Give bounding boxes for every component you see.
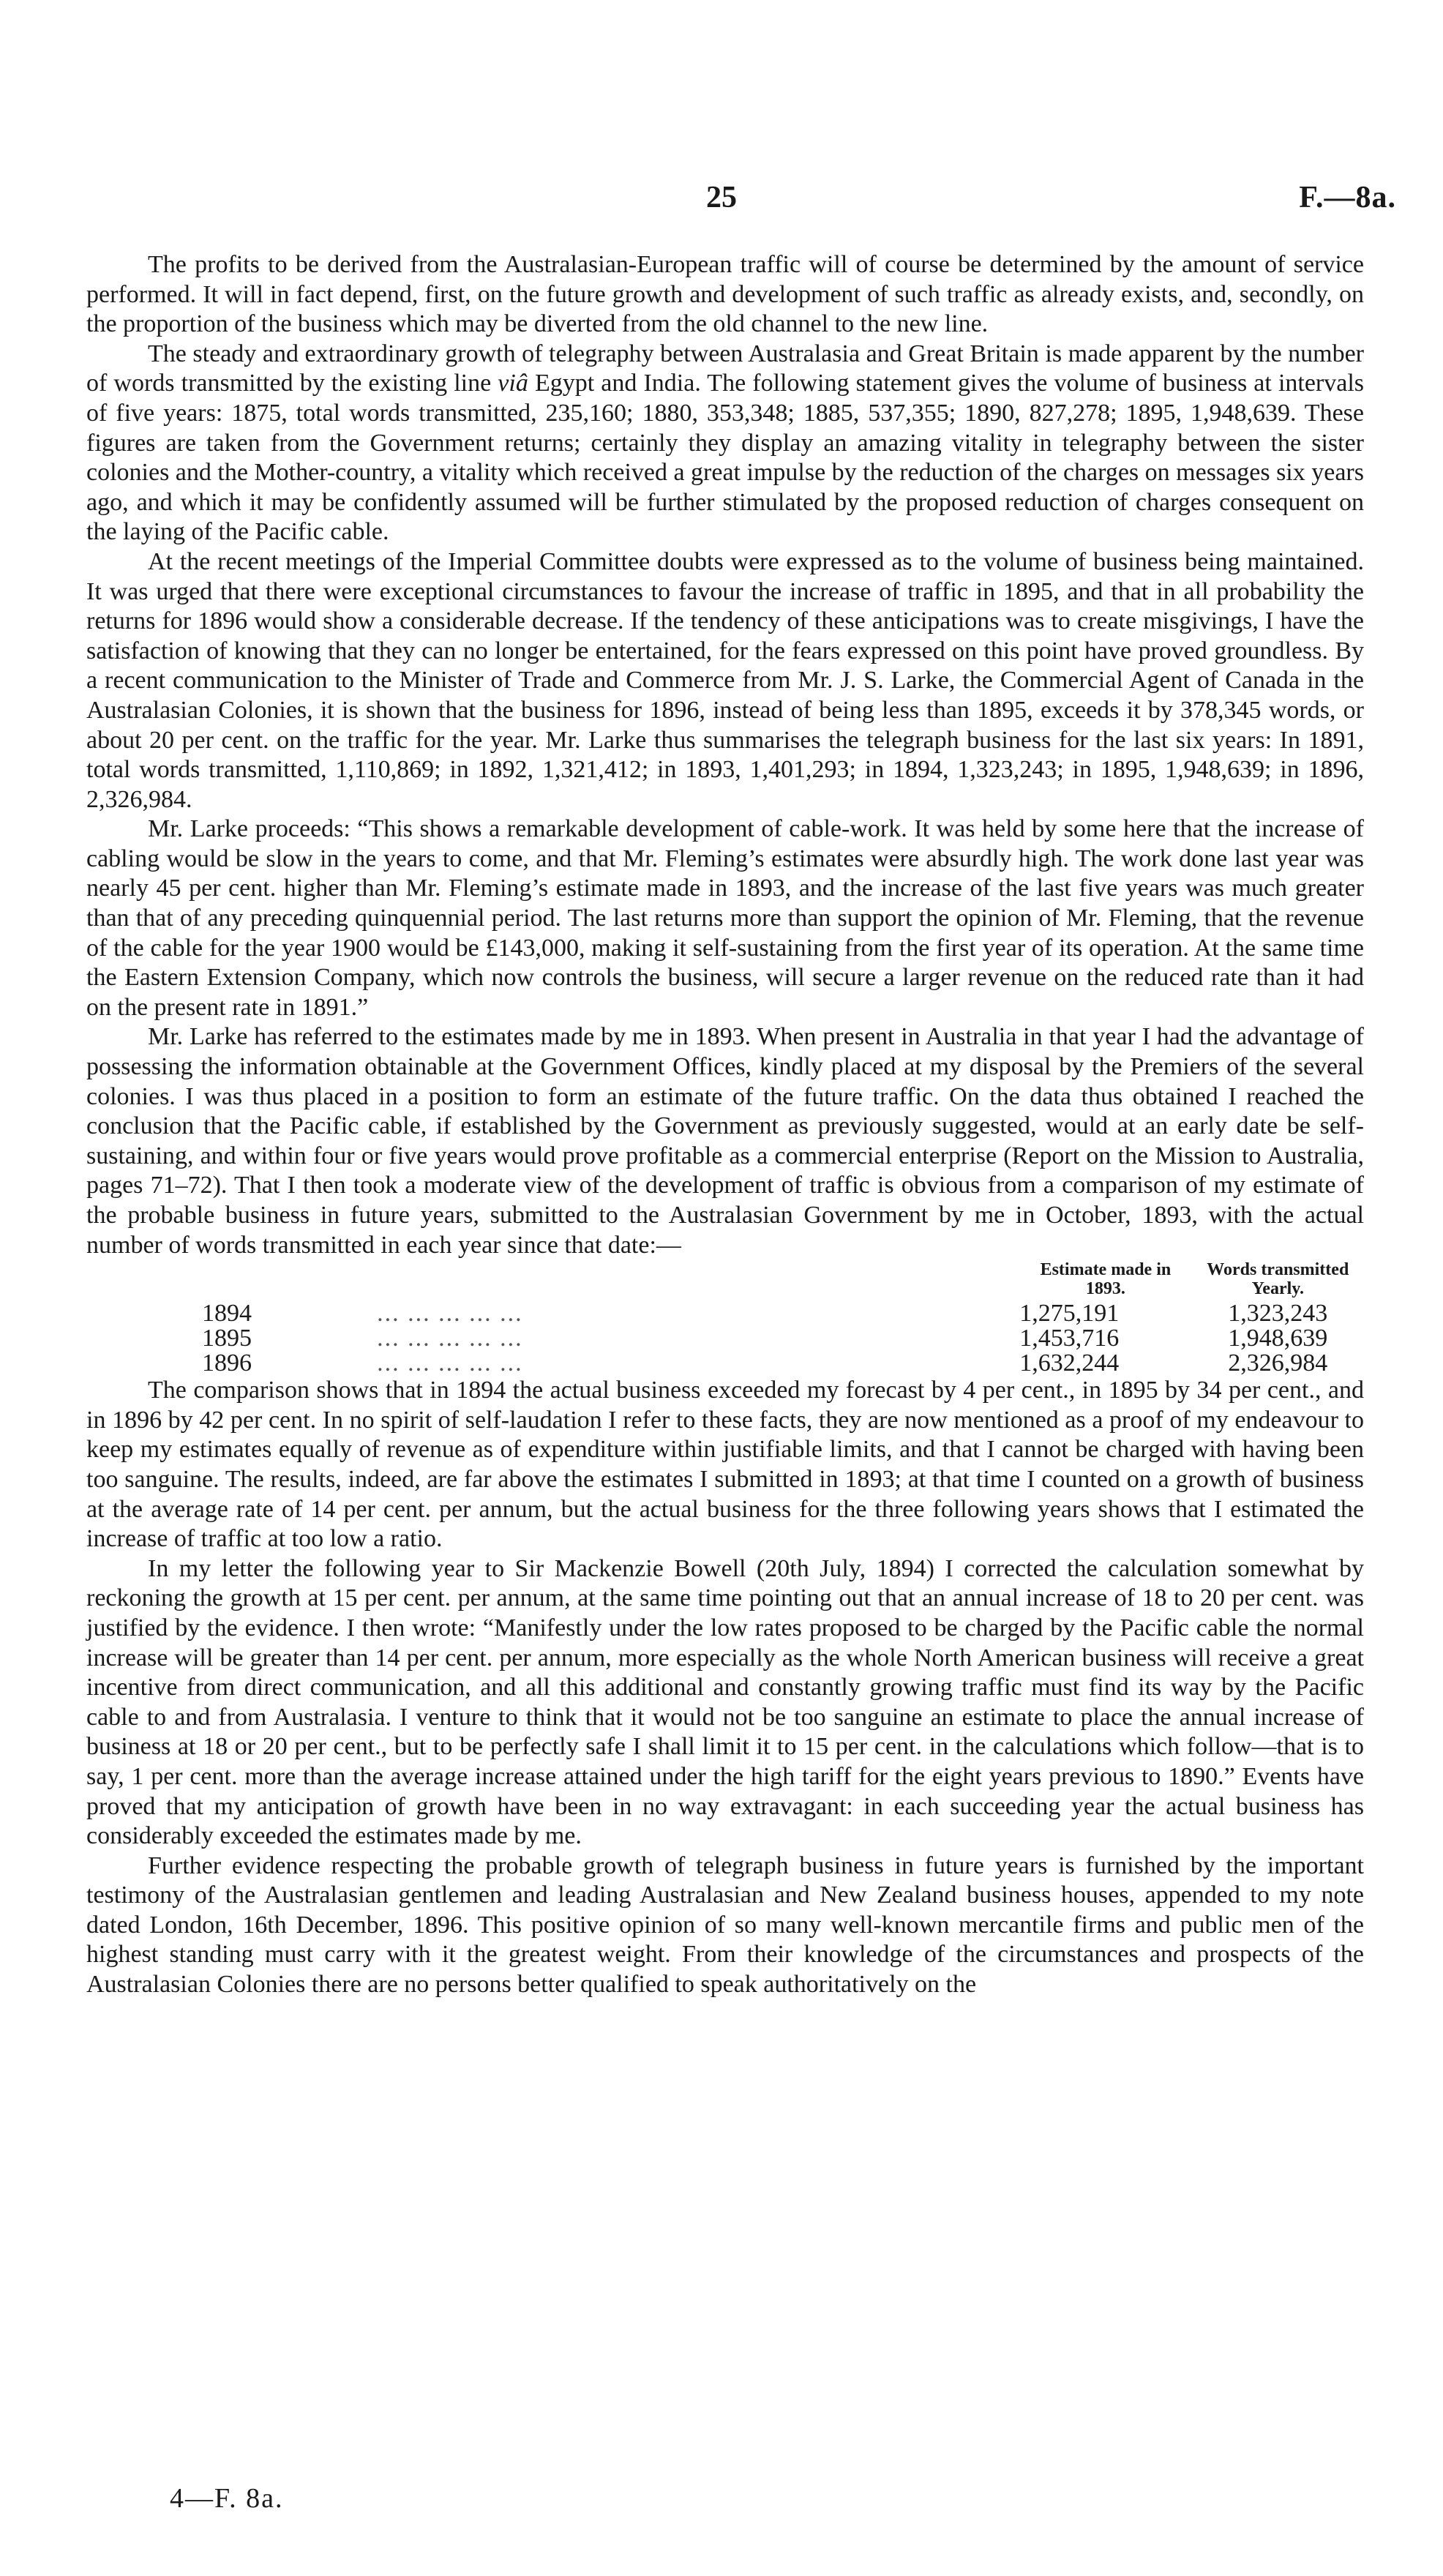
row-words: 1,948,639: [1228, 1325, 1328, 1352]
table-row: [86, 1351, 1364, 1376]
row-estimate: 1,275,191: [1019, 1300, 1120, 1328]
paragraph-further-evidence: Further evidence respecting the probable growth of telegraph business in future years is furnished by the important testimony of the Australasian gentlemen and leading Australasian and New Zealand business houses, appended to my note dated London, 16th December, 1896. This positive opinion of so many well-known mercantile firms and public men of the highest standing must carry with it the greatest weight. From their knowledge of the circumstances and prospects of the Australasian Colonies there are no persons better qualified to speak authoritatively on the: [86, 1852, 1364, 1999]
via-italic: viâ: [498, 370, 528, 397]
estimate-table: [86, 1260, 1364, 1376]
table-row: [86, 1301, 1364, 1326]
paragraph-growth: [86, 340, 1364, 547]
header-words-transmitted: Words transmitted Yearly.: [1207, 1260, 1349, 1299]
row-estimate: 1,632,244: [1019, 1349, 1120, 1377]
row-year: 1894: [202, 1300, 252, 1328]
paragraph-imperial-committee: At the recent meetings of the Imperial Committee doubts were expressed as to the volume of business being maintained. It was urged that there were exceptional circumstances to favour the increase of traffic in 1895, and that in all probability the returns for 1896 would show a considerable decrease. If the tendency of these anticipations was to create misgivings, I have the satisfaction of knowing that they can no longer be entertained, for the fears expressed on this point have proved groundless. By a recent communication to the Minister of Trade and Commerce from Mr. J. S. Larke, the Commercial Agent of Canada in the Australasian Colonies, it is shown that the business for 1896, instead of being less than 1895, exceeds it by 378,345 words, or about 20 per cent. on the traffic for the year. Mr. Larke thus summarises the telegraph business for the last six years: In 1891, total words transmitted, 1,110,869; in 1892, 1,321,412; in 1893, 1,401,293; in 1894, 1,323,243; in 1895, 1,948,639; in 1896, 2,326,984.: [86, 547, 1364, 813]
paragraph-comparison: The comparison shows that in 1894 the actual business exceeded my forecast by 4 per cent., in 1895 by 34 per cent., and in 1896 by 42 per cent. In no spirit of self-laudation I refer to these facts, they are now mentioned as a proof of my endeavour to keep my estimates equally of revenue as of expenditure within justifiable limits, and that I cannot be charged with having been too sanguine. The results, indeed, are far above the estimates I submitted in 1893; at that time I counted on a growth of business at the average rate of 14 per cent. per annum, but the actual business for the three following years shows that I estimated the increase of traffic at too low a ratio.: [86, 1377, 1364, 1553]
row-year: 1896: [202, 1349, 252, 1377]
paragraph-growth-part-b: Egypt and India. The following statement gives the volume of business at intervals of five years: 1875, total words transmitted, 235,160; 1880, 353,348; 1885, 537,355; 1890, 827,278; 1895, 1,948,639. These figures are taken from the Government returns; certainly they display an amazing vitality in telegraphy between the sister colonies and the Mother-country, a vitality which received a great impulse by the reduction of the charges on messages six years ago, and which it may be confidently assumed will be further stimulated by the proposed reduction of charges consequent on the laying of the Pacific cable.: [86, 370, 1365, 546]
row-words: 2,326,984: [1228, 1349, 1328, 1377]
paragraph-estimates-1893: Mr. Larke has referred to the estimates made by me in 1893. When present in Australia in that year I had the advantage of possessing the information obtainable at the Government Offices, kindly placed at my disposal by the Premiers of the several colonies. I was thus placed in a position to form an estimate of the future traffic. On the data thus obtained I reached the conclusion that the Pacific cable, if established by the Government as previously suggested, would at an early date be self-sustaining, and within four or five years would prove profitable as a commercial enterprise (Report on the Mission to Australia, pages 71–72). That I then took a moderate view of the development of traffic is obvious from a comparison of my estimate of the probable business in future years, submitted to the Australasian Government by me in October, 1893, with the actual number of words transmitted in each year since that date:—: [86, 1023, 1364, 1259]
row-leader: ... ... ... ... ...: [377, 1349, 523, 1377]
document-reference: F.—8a.: [1299, 181, 1396, 214]
paragraph-growth-part-a: The steady and extraordinary growth of telegraphy between Australasia and Great Britain is made apparent by the number of words transmitted by the existing line: [86, 340, 1364, 397]
paragraph-larke-quote: Mr. Larke proceeds: “This shows a remarkable development of cable-work. It was held by some here that the increase of cabling would be slow in the years to come, and that Mr. Fleming’s estimates were absurdly high. The work done last year was nearly 45 per cent. higher than Mr. Fleming’s estimate made in 1893, and the increase of the last five years was much greater than that of any preceding quinquennial period. The last returns more than support the opinion of Mr. Fleming, that the revenue of the cable for the year 1900 would be £143,000, making it self-sustaining from the first year of its operation. At the same time the Eastern Extension Company, which now controls the business, will secure a larger revenue on the reduced rate than it had on the present rate in 1891.”: [86, 815, 1364, 1021]
row-words: 1,323,243: [1228, 1300, 1328, 1328]
sheet-footer-mark: 4—F. 8a.: [170, 2483, 284, 2514]
table-row: [86, 1326, 1364, 1351]
row-year: 1895: [202, 1325, 252, 1352]
paragraph-profits: The profits to be derived from the Australasian-European traffic will of course be determined by the amount of service performed. It will in fact depend, first, on the future growth and development of such traffic as already exists, and, secondly, on the proportion of the business which may be diverted from the old channel to the new line.: [86, 251, 1364, 338]
header-estimate: Estimate made in 1893.: [1040, 1260, 1172, 1299]
row-leader: ... ... ... ... ...: [377, 1300, 523, 1328]
estimate-table-header: [86, 1260, 1364, 1301]
page-number: 25: [706, 181, 737, 214]
row-leader: ... ... ... ... ...: [377, 1325, 523, 1352]
row-estimate: 1,453,716: [1019, 1325, 1120, 1352]
paragraph-bowell-letter: In my letter the following year to Sir Mackenzie Bowell (20th July, 1894) I corrected the calculation somewhat by reckoning the growth at 15 per cent. per annum, at the same time pointing out that an annual increase of 18 to 20 per cent. was justified by the evidence. I then wrote: “Manifestly under the low rates proposed to be charged by the Pacific cable the normal increase will be greater than 14 per cent. per annum, more especially as the whole North American business will receive a great incentive from direct communication, and all this additional and constantly growing traffic must find its way by the Pacific cable to and from Australasia. I venture to think that it would not be too sanguine an estimate to place the annual increase of business at 18 or 20 per cent., but to be perfectly safe I shall limit it to 15 per cent. in the calculations which follow—that is to say, 1 per cent. more than the average increase attained under the high tariff for the eight years previous to 1890.” Events have proved that my anticipation of growth have been in no way extravagant: in each succeeding year the actual business has considerably exceeded the estimates made by me.: [86, 1554, 1364, 1850]
body-text: [86, 250, 1364, 2000]
